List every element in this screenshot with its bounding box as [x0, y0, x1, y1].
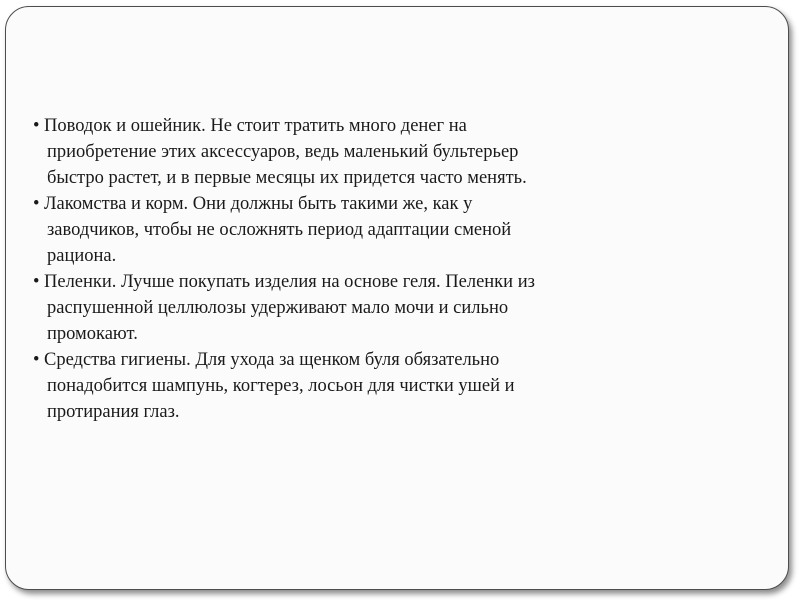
text-line: распушенной целлюлозы удерживают мало мочи и сильно: [47, 298, 509, 318]
bullet-item-leash: [33, 113, 753, 191]
text-line: протирания глаз.: [47, 402, 180, 422]
text-line: промокают.: [47, 324, 138, 344]
slide-frame: [5, 6, 789, 590]
text-line: рациона.: [47, 246, 117, 266]
text-line: Пеленки. Лучше покупать изделия на основе геля. Пеленки из: [44, 272, 535, 292]
text-line: Средства гигиены. Для ухода за щенком буля обязательно: [44, 350, 500, 370]
bullet-text: [44, 191, 753, 269]
bullet-dot-icon: •: [33, 272, 40, 292]
bullet-dot-icon: •: [33, 350, 40, 370]
text-line: приобретение этих аксессуаров, ведь маленький бультерьер: [47, 142, 519, 162]
text-line: понадобится шампунь, когтерез, лосьон для чистки ушей и: [47, 376, 515, 396]
bullet-list: [33, 113, 753, 425]
bullet-dot-icon: •: [33, 194, 40, 214]
text-line: заводчиков, чтобы не осложнять период адаптации сменой: [47, 220, 512, 240]
bullet-text: [44, 113, 753, 191]
bullet-item-food: [33, 191, 753, 269]
bullet-text: [44, 269, 753, 347]
bullet-item-hygiene: [33, 347, 753, 425]
text-line: быстро растет, и в первые месяцы их придется часто менять.: [47, 168, 527, 188]
bullet-text: [44, 347, 753, 425]
bullet-dot-icon: •: [33, 116, 40, 136]
text-line: Поводок и ошейник. Не стоит тратить много денег на: [44, 116, 467, 136]
bullet-item-diapers: [33, 269, 753, 347]
text-line: Лакомства и корм. Они должны быть такими же, как у: [44, 194, 473, 214]
